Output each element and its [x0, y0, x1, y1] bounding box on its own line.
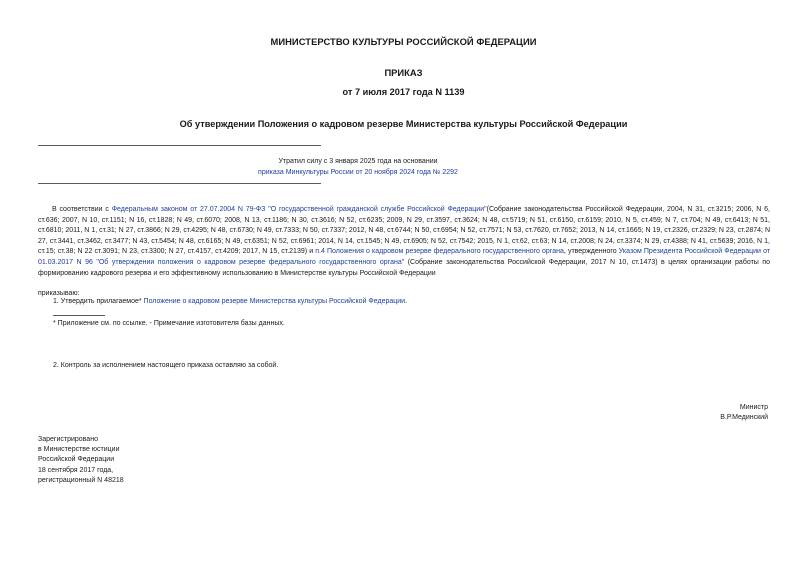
ministry-heading: МИНИСТЕРСТВО КУЛЬТУРЫ РОССИЙСКОЙ ФЕДЕРАЦИИ	[270, 36, 537, 47]
registration-block	[38, 435, 124, 486]
registration-line-5: регистрационный N 48218	[38, 476, 124, 484]
preamble-paragraph	[38, 205, 770, 279]
registration-line-3: Российской Федерации	[38, 456, 115, 464]
signature-position: Министр	[739, 404, 768, 411]
signature-block	[720, 403, 768, 423]
order-item-1-suffix: .	[405, 298, 408, 305]
preamble-text-3: , утвержденного	[563, 248, 619, 256]
expiration-notice-text: Утратил силу с 3 января 2025 года на основании	[278, 158, 438, 165]
decree-word: приказываю:	[38, 290, 80, 297]
regulation-link[interactable]: Положение о кадровом резерве Министерства культуры Российской Федерации	[143, 298, 406, 305]
divider-top	[38, 145, 321, 146]
order-item-1-text: 1. Утвердить прилагаемое*	[53, 298, 144, 305]
registration-line-4: 18 сентября 2017 года,	[38, 466, 114, 474]
divider-bottom	[38, 183, 321, 184]
expiration-notice	[38, 156, 678, 178]
order-item-2: 2. Контроль за исполнением настоящего приказа оставляю за собой.	[53, 362, 279, 369]
order-item-1	[53, 298, 753, 305]
federal-law-link[interactable]: Федеральным законом от 27.07.2004 N 79-ФЗ "О государственной гражданской службе Российской Федерации"	[111, 206, 487, 213]
presidential-decree-link[interactable]: Указом Президента Российской Федерации от 01.03.2017 N 96 "Об утверждении положения о кадровом резерве федерального государственного органа"	[38, 248, 771, 266]
regulation-clause-link[interactable]: п.4 Положения о кадровом резерве федерального государственного органа	[315, 248, 564, 256]
expiration-order-link[interactable]: приказа Минкультуры России от 20 ноября 2024 года № 2292	[258, 169, 458, 176]
document-title: Об утверждении Положения о кадровом резерве Министерства культуры Российской Федерации	[179, 119, 628, 129]
registration-line-2: в Министерстве юстиции	[38, 446, 120, 454]
preamble-text-1: В соответствии с	[52, 206, 112, 213]
footnote: * Приложение см. по ссылке. - Примечание изготовителя базы данных.	[53, 320, 285, 327]
registration-line-1: Зарегистрировано	[38, 436, 98, 443]
document-date: от 7 июля 2017 года N 1139	[342, 87, 465, 97]
preamble-text-2: (Собрание законодательства Российской Федерации, 2004, N 31, ст.3215; 2006, N 6, ст.636; 2007, N 10, ст.1151; N 16, ст.1828; N 49, ст.6070; 2008, N 13, ст.1186; N 30, ст.3616; N 52, ст.6235; 2009, N 29, ст.3597, ст.3624; N 48, ст.5719; N 51, ст.6150, ст.6159; 2010, N 5, ст.459; N 7, ст.704; N 49, ст.6413; N 51, ст.6810; 2011, N 1, ст.31; N 27, ст.3866; N 29, ст.4295; N 48, ст.6730; N 49, ст.7333; N 50, ст.7337; 2012, N 48, ст.6744; N 50, ст.6954; N 52, ст.7571; N 53, ст.7620, ст.7652; 2013, N 14, ст.1665; N 19, ст.2326, ст.2329; N 23, ст.2874; N 27, ст.3441, ст.3462, ст.3477; N 43, ст.5454; N 48, ст.6165; N 49, ст.6351; N 52, ст.6961; 2014, N 14, ст.1545; N 49, ст.6905; N 52, ст.7542; 2015, N 1, ст.62, ст.63; N 14, ст.2008; N 24, ст.3374; N 29, ст.4388; N 41, ст.5639; 2016, N 1, ст.15; ст.38; N 22 ст.3091; N 23, ст.3300; N 27, ст.4157, ст.4209; 2017, N 15, ст.2139) и	[38, 206, 770, 256]
footnote-divider	[53, 315, 105, 316]
preamble-text-4: (Собрание законодательства Российской Федерации, 2017 N 10, ст.1473) в целях организации работы по формированию кадрового резерва и его эффективному использованию в Министерстве культуры Российской Федерации	[38, 258, 770, 277]
signature-name: В.Р.Мединский	[720, 414, 768, 421]
document-type: ПРИКАЗ	[384, 67, 423, 78]
